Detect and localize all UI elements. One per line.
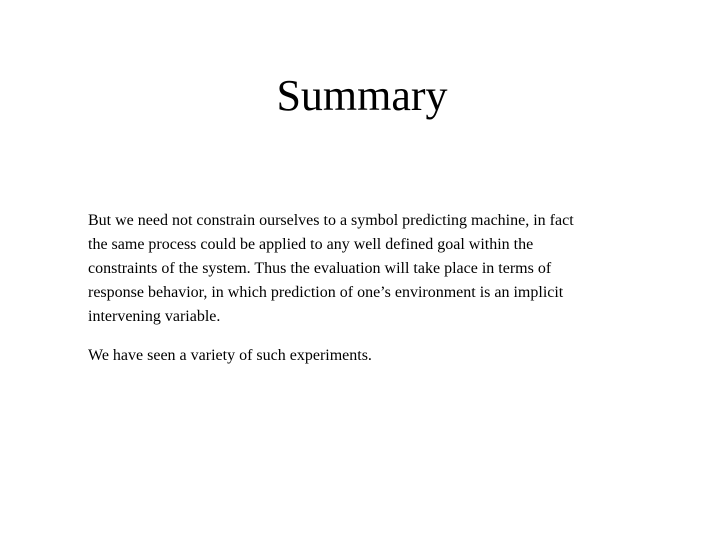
slide-title-text: Summary	[276, 71, 448, 120]
body-paragraph-1: But we need not constrain ourselves to a symbol predicting machine, in fact the same process could be applied to any well defined goal within the constraints of the system. Thus the evaluation will take place in terms of response behavior, in which prediction of one’s environment is an implicit intervening variable.	[88, 212, 574, 325]
slide-title	[0, 68, 720, 124]
body-paragraph-2: We have seen a variety of such experiments.	[88, 347, 372, 364]
slide-body	[88, 209, 648, 368]
